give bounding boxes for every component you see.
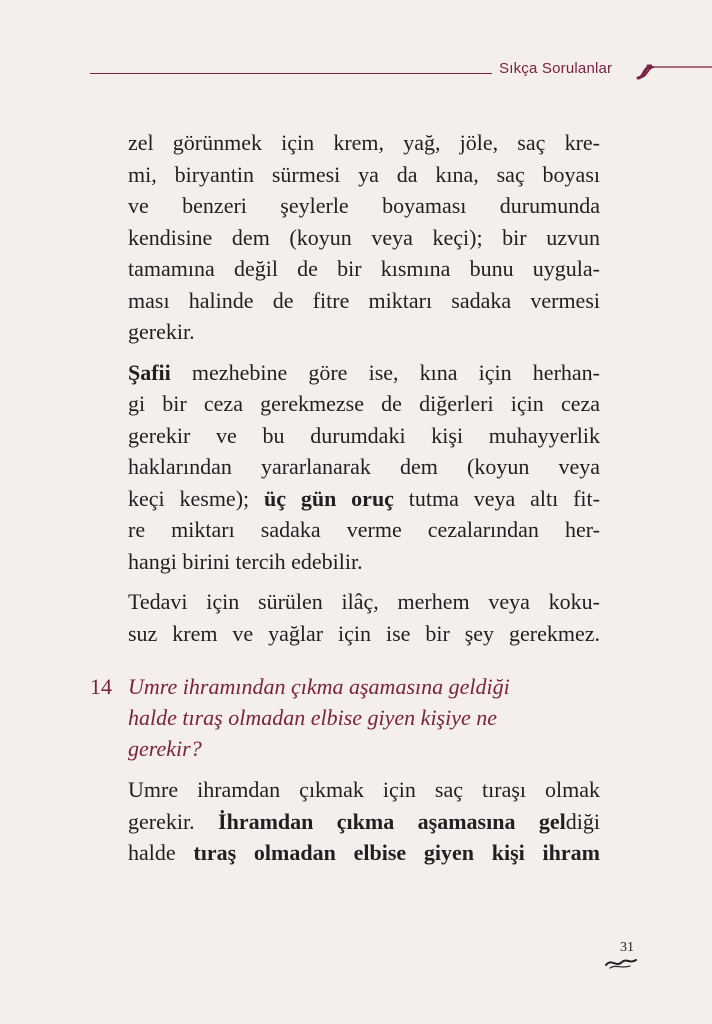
text-fragment: keçi kesme); <box>128 485 264 511</box>
text-line: Tedavi için sürülen ilâç, merhem veya koku- <box>128 589 600 614</box>
header-swash-icon <box>634 62 712 80</box>
question-line: halde tıraş olmadan elbise giyen kişiye ne <box>128 705 498 730</box>
bold-term-oruc: üç gün oruç <box>264 485 394 511</box>
footer-swash-icon <box>604 956 638 970</box>
text-line <box>128 806 600 838</box>
running-header-title: Sıkça Sorulanlar <box>499 60 613 77</box>
text-fragment: halde <box>128 840 194 865</box>
text-line: Umre ihramdan çıkmak için saç tıraşı olmak <box>128 777 600 802</box>
text-line: gerekir ve bu durumdaki kişi muhayyerlik <box>128 422 600 448</box>
paragraph-3 <box>128 586 600 649</box>
text-line <box>128 837 600 869</box>
text-line: tamamına değil de bir kısmına bunu uygula- <box>128 256 600 281</box>
bold-phrase: tıraş olmadan elbise giyen kişi ihram <box>193 840 600 865</box>
text-line: suz krem ve yağlar için ise bir şey gerekmez. <box>128 620 600 646</box>
text-line: mi, biryantin sürmesi ya da kına, saç boyası <box>128 161 600 187</box>
paragraph-1 <box>128 127 600 348</box>
text-line <box>128 357 600 389</box>
text-line: ve benzeri şeylerle boyaması durumunda <box>128 193 600 218</box>
text-line: zel görünmek için krem, yağ, jöle, saç kre- <box>128 130 600 155</box>
text-line: hangi birini tercih edebilir. <box>128 548 363 574</box>
question-line: Umre ihramından çıkma aşamasına geldiği <box>128 674 510 699</box>
text-fragment: tutma veya altı fit- <box>393 485 600 511</box>
text-line <box>128 483 600 515</box>
text-fragment: diği <box>565 808 600 834</box>
bold-term-safii: Şafii <box>128 359 171 385</box>
question-line: gerekir? <box>128 736 202 761</box>
text-fragment: mezhebine göre ise, kına için herhan- <box>170 359 600 385</box>
text-line: re miktarı sadaka verme cezalarından her- <box>128 517 600 542</box>
text-line: gi bir ceza gerekmezse de diğerleri için ceza <box>128 391 600 416</box>
page-number: 31 <box>620 940 634 955</box>
question-14 <box>90 671 600 764</box>
page-body <box>90 127 600 878</box>
text-line: ması halinde de fitre miktarı sadaka vermesi <box>128 287 600 313</box>
text-line: kendisine dem (koyun veya keçi); bir uzvun <box>128 224 600 250</box>
header-rule <box>90 73 492 74</box>
bold-phrase: İhramdan çıkma aşamasına gel <box>218 808 566 834</box>
text-line: gerekir. <box>128 319 195 344</box>
question-number: 14 <box>90 674 112 699</box>
text-line: haklarından yararlanarak dem (koyun veya <box>128 454 600 479</box>
paragraph-2 <box>128 357 600 578</box>
answer-paragraph <box>128 774 600 869</box>
text-fragment: gerekir. <box>128 808 219 834</box>
